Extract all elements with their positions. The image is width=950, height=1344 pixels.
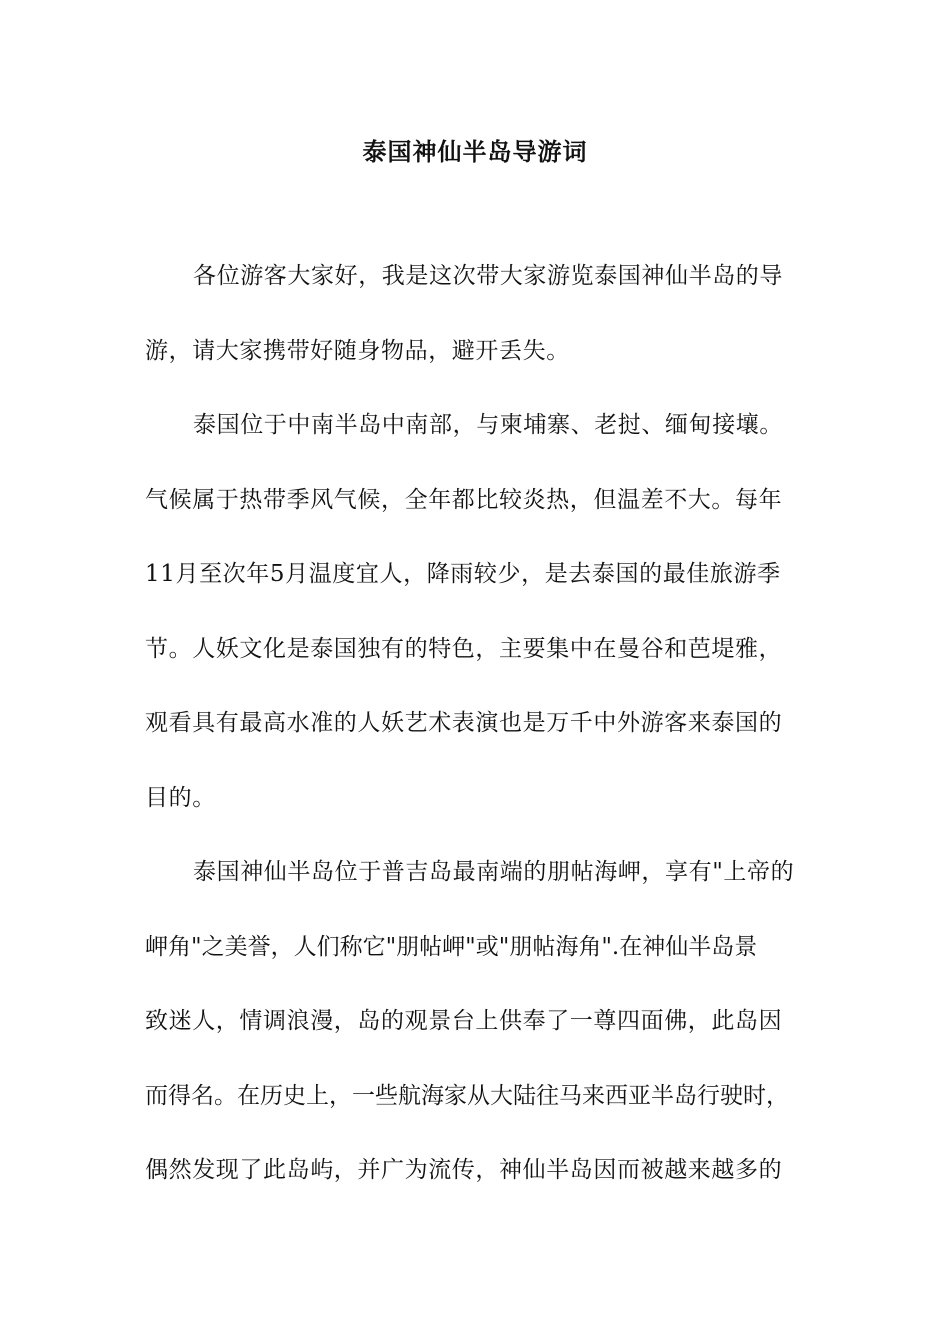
document-title: 泰国神仙半岛导游词	[362, 138, 588, 166]
text-line: 节。人妖文化是泰国独有的特色，主要集中在曼谷和芭堤雅，	[145, 635, 783, 662]
text-line: 偶然发现了此岛屿，并广为流传，神仙半岛因而被越来越多的	[145, 1157, 783, 1183]
paragraph-promthep-cape	[145, 854, 825, 1227]
paragraph-thailand-overview	[145, 407, 825, 854]
text-line: 泰国位于中南半岛中南部，与柬埔寨、老挝、缅甸接壤。	[193, 412, 783, 438]
text-line: 目的。	[145, 784, 216, 811]
text-line: 11月至次年5月温度宜人，降雨较少，是去泰国的最佳旅游季	[145, 561, 781, 587]
text-line: 岬角"之美誉，人们称它"朋帖岬"或"朋帖海角".在神仙半岛景	[145, 933, 758, 960]
text-line: 游，请大家携带好随身物品，避开丢失。	[145, 337, 570, 364]
document-body	[145, 258, 825, 1227]
text-line: 各位游客大家好，我是这次带大家游览泰国神仙半岛的导	[193, 263, 783, 289]
text-line: 而得名。在历史上，一些航海家从大陆往马来西亚半岛行驶时，	[145, 1082, 789, 1109]
text-line: 泰国神仙半岛位于普吉岛最南端的朋帖海岬，享有"上帝的	[193, 859, 795, 885]
text-line: 气候属于热带季风气候，全年都比较炎热，但温差不大。每年	[145, 486, 783, 513]
text-line: 致迷人，情调浪漫，岛的观景台上供奉了一尊四面佛，此岛因	[145, 1008, 783, 1034]
text-line: 观看具有最高水准的人妖艺术表演也是万千中外游客来泰国的	[145, 710, 783, 736]
paragraph-greeting	[145, 258, 825, 407]
